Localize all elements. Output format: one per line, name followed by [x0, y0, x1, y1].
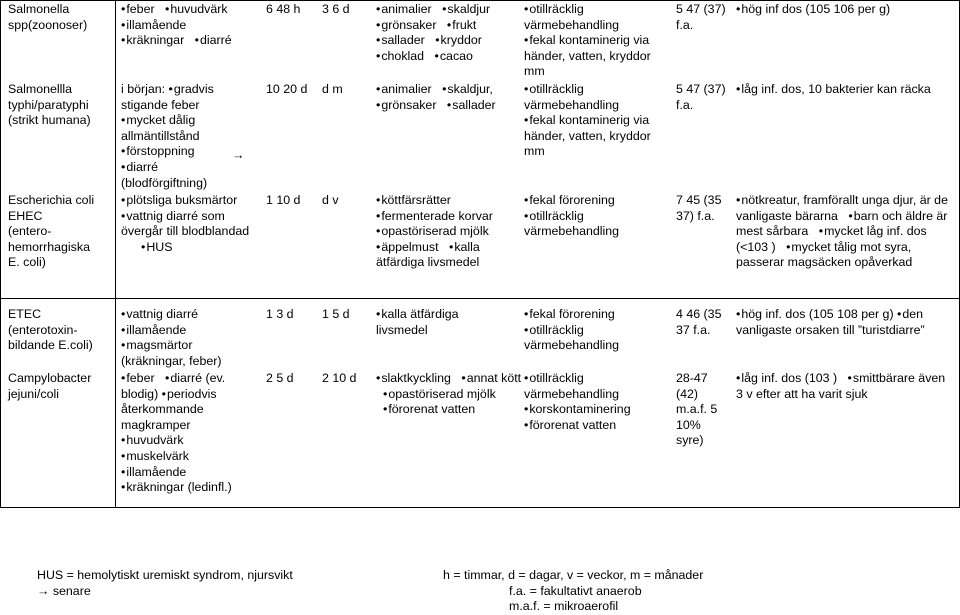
- sources-cell: [376, 82, 516, 113]
- source: • choklad: [376, 49, 424, 63]
- duration: 1 5 d: [322, 307, 350, 321]
- pathogen-name: (enterotoxin-: [8, 322, 78, 337]
- sources-cell: [376, 2, 516, 64]
- incubation-time: 1 10 d: [266, 193, 301, 207]
- source: • grönsaker: [376, 18, 436, 32]
- symptoms-cell: [121, 371, 249, 496]
- note: • barn och äldre är mest sårbara: [736, 209, 947, 239]
- pathogen-name: typhi/paratyphi: [8, 97, 89, 112]
- pathogen-name: (entero-: [8, 224, 52, 239]
- pathogen-name: hemorrhagiska: [8, 239, 90, 254]
- legend-line: HUS = hemolytiskt uremiskt syndrom, njursvikt: [37, 568, 293, 582]
- pathogen-cell: [8, 2, 114, 33]
- cause: • otillräcklig värmebehandling: [524, 82, 666, 113]
- temperature-range: 5 47 (37) f.a.: [676, 2, 726, 32]
- legend-line: h = timmar, d = dagar, v = veckor, m = månader: [443, 568, 704, 582]
- temperature-range: 7 45 (35 37) f.a.: [676, 193, 722, 223]
- sources-cell: [376, 193, 516, 271]
- incubation-time: 6 48 h: [266, 2, 301, 16]
- source: • animalier: [376, 2, 432, 16]
- symptoms-cell: [121, 82, 231, 191]
- note: • smittbärare även 3 v efter att ha varit sjuk: [736, 371, 945, 401]
- column-divider: [0, 0, 1, 508]
- symptom: • kräkningar: [121, 33, 184, 47]
- symptom: • förstoppning: [121, 144, 231, 160]
- table-top-border: [0, 0, 959, 1]
- source: • sallader: [376, 33, 425, 47]
- source: • cacao: [428, 49, 473, 63]
- symptom: • illamående: [121, 323, 249, 339]
- note: • mycket låg inf. dos (<103 ): [736, 224, 927, 254]
- source: • kalla ätfärdiga livsmedel: [376, 307, 486, 338]
- symptom: • huvudvärk: [121, 433, 249, 449]
- temperature-range: 28-47 (42) m.a.f. 5 10% syre): [676, 371, 718, 448]
- causes-cell: [524, 193, 666, 240]
- cause: • otillräcklig värmebehandling: [524, 2, 666, 33]
- source: • förorenat vatten: [376, 402, 475, 416]
- source: • animalier: [376, 82, 432, 96]
- pathogen-cell: [8, 82, 114, 129]
- cause: • fekal förorening: [524, 307, 666, 323]
- symptom: • vattnig diarré: [121, 307, 249, 323]
- pathogen-name: (strikt humana): [8, 113, 91, 128]
- pathogen-cell: [8, 193, 114, 271]
- symptom: • mycket dålig allmäntillstånd: [121, 113, 200, 143]
- source: • sallader: [440, 98, 496, 112]
- source: • skaldjur: [435, 2, 490, 16]
- source: • grönsaker: [376, 98, 436, 112]
- duration: d m: [322, 82, 343, 96]
- cause: • korskontaminering: [524, 402, 666, 418]
- duration: 2 10 d: [322, 371, 357, 385]
- source: • frukt: [440, 18, 476, 32]
- causes-cell: [524, 307, 666, 354]
- source: • opastöriserad mjölk: [376, 224, 516, 240]
- cause: • förorenat vatten: [524, 418, 666, 434]
- symptoms-cell: [121, 2, 256, 49]
- source: • annat kött: [454, 371, 521, 385]
- symptom: • feber: [121, 2, 155, 16]
- symptoms-cell: [121, 193, 255, 255]
- notes-cell: [736, 371, 954, 402]
- source: • kryddor: [428, 33, 482, 47]
- cause: • otillräcklig värmebehandling: [524, 209, 666, 240]
- notes-cell: [736, 2, 954, 18]
- pathogen-name: bildande E.coli): [8, 338, 93, 353]
- pathogen-name: Escherichia coli: [8, 193, 95, 207]
- symptoms-cell: [121, 307, 249, 369]
- table-row-divider: [0, 298, 959, 299]
- source: • köttfärsrätter: [376, 193, 516, 209]
- symptom: • huvudvärk: [158, 2, 228, 16]
- cause: • fekal förorening: [524, 193, 666, 209]
- symptom: • diarré: [188, 33, 232, 47]
- notes-cell: [736, 193, 954, 271]
- note: • nötkreatur, framförallt unga djur, är de vanligaste bärarna: [736, 193, 948, 223]
- source: • kalla ätfärdiga livsmedel: [376, 240, 480, 270]
- legend-line: f.a. = fakultativt anaerob: [509, 583, 642, 598]
- symptom: • periodvis återkommande magkramper: [121, 387, 217, 432]
- pathogen-name: jejuni/coli: [8, 386, 59, 401]
- causes-cell: [524, 2, 666, 80]
- duration: d v: [322, 193, 339, 207]
- symptom: • HUS: [141, 240, 173, 254]
- legend-line: m.a.f. = mikroaerofil: [509, 599, 619, 614]
- pathogen-name: spp(zoonoser): [8, 17, 88, 32]
- note: • låg inf. dos, 10 bakterier kan räcka: [736, 82, 954, 98]
- cause: • otillräcklig värmebehandling: [524, 371, 666, 402]
- temperature-range: 4 46 (35 37 f.a.: [676, 307, 722, 337]
- cause: • otillräcklig värmebehandling: [524, 323, 666, 354]
- temperature-range: 5 47 (37) f.a.: [676, 82, 726, 112]
- symptom: • kräkningar (ledinfl.): [121, 480, 249, 496]
- note: • mycket tålig mot syra, passerar magsäcken opåverkad: [736, 240, 912, 270]
- causes-cell: [524, 82, 666, 160]
- symptom: • diarré (blodförgiftning): [121, 160, 231, 191]
- incubation-time: 1 3 d: [266, 307, 294, 321]
- source: • äppelmust: [376, 240, 439, 254]
- symptom-lead: i början:: [121, 82, 169, 96]
- note: • låg inf. dos (103 ): [736, 371, 837, 385]
- symptom: • muskelvärk: [121, 449, 249, 465]
- symptom: • vattnig diarré som övergår till blodblandad: [121, 209, 249, 239]
- symptom: • diarré (ev. blodig): [121, 371, 225, 401]
- duration: 3 6 d: [322, 2, 350, 16]
- source: • opastöriserad mjölk: [376, 387, 496, 401]
- note: • hög inf dos (105 106 per g): [736, 2, 954, 18]
- source: • slaktkyckling: [376, 371, 451, 385]
- source: • fermenterade korvar: [376, 209, 516, 225]
- notes-cell: [736, 82, 954, 98]
- notes-cell: [736, 307, 954, 338]
- symptom: • gradvis stigande feber: [121, 82, 214, 112]
- pathogen-cell: [8, 371, 114, 402]
- pathogen-name: EHEC: [8, 208, 43, 223]
- symptom: • feber: [121, 371, 155, 385]
- arrow-icon: →: [232, 148, 245, 162]
- table-bottom-border: [0, 507, 959, 508]
- incubation-time: 10 20 d: [266, 82, 308, 96]
- symptom: • plötsliga buksmärtor: [121, 193, 255, 209]
- note: • den vanligaste orsaken till ”turistdiarre”: [736, 307, 925, 337]
- pathogen-name: Salmonella: [8, 2, 70, 16]
- causes-cell: [524, 371, 666, 433]
- source: • skaldjur,: [435, 82, 493, 96]
- symptom: • illamående: [121, 465, 249, 481]
- column-divider: [115, 0, 116, 508]
- sources-cell: [376, 371, 522, 418]
- cause: • fekal kontaminerig via händer, vatten, kryddor mm: [524, 113, 666, 160]
- footer-legend-left: [37, 568, 293, 599]
- pathogen-name: Salmonellla: [8, 82, 73, 96]
- symptom: • illamående: [121, 18, 186, 32]
- pathogen-name: ETEC: [8, 307, 42, 321]
- incubation-time: 2 5 d: [266, 371, 294, 385]
- cause: • fekal kontaminerig via händer, vatten, kryddor mm: [524, 33, 666, 80]
- footer-legend-right: [443, 568, 703, 615]
- sources-cell: [376, 307, 486, 338]
- pathogen-cell: [8, 307, 114, 354]
- pathogen-name: Campylobacter: [8, 371, 92, 385]
- symptom: • magsmärtor (kräkningar, feber): [121, 338, 249, 369]
- legend-line: → senare: [37, 583, 91, 598]
- pathogen-name: E. coli): [8, 255, 46, 270]
- note: • hög inf. dos (105 108 per g): [736, 307, 894, 321]
